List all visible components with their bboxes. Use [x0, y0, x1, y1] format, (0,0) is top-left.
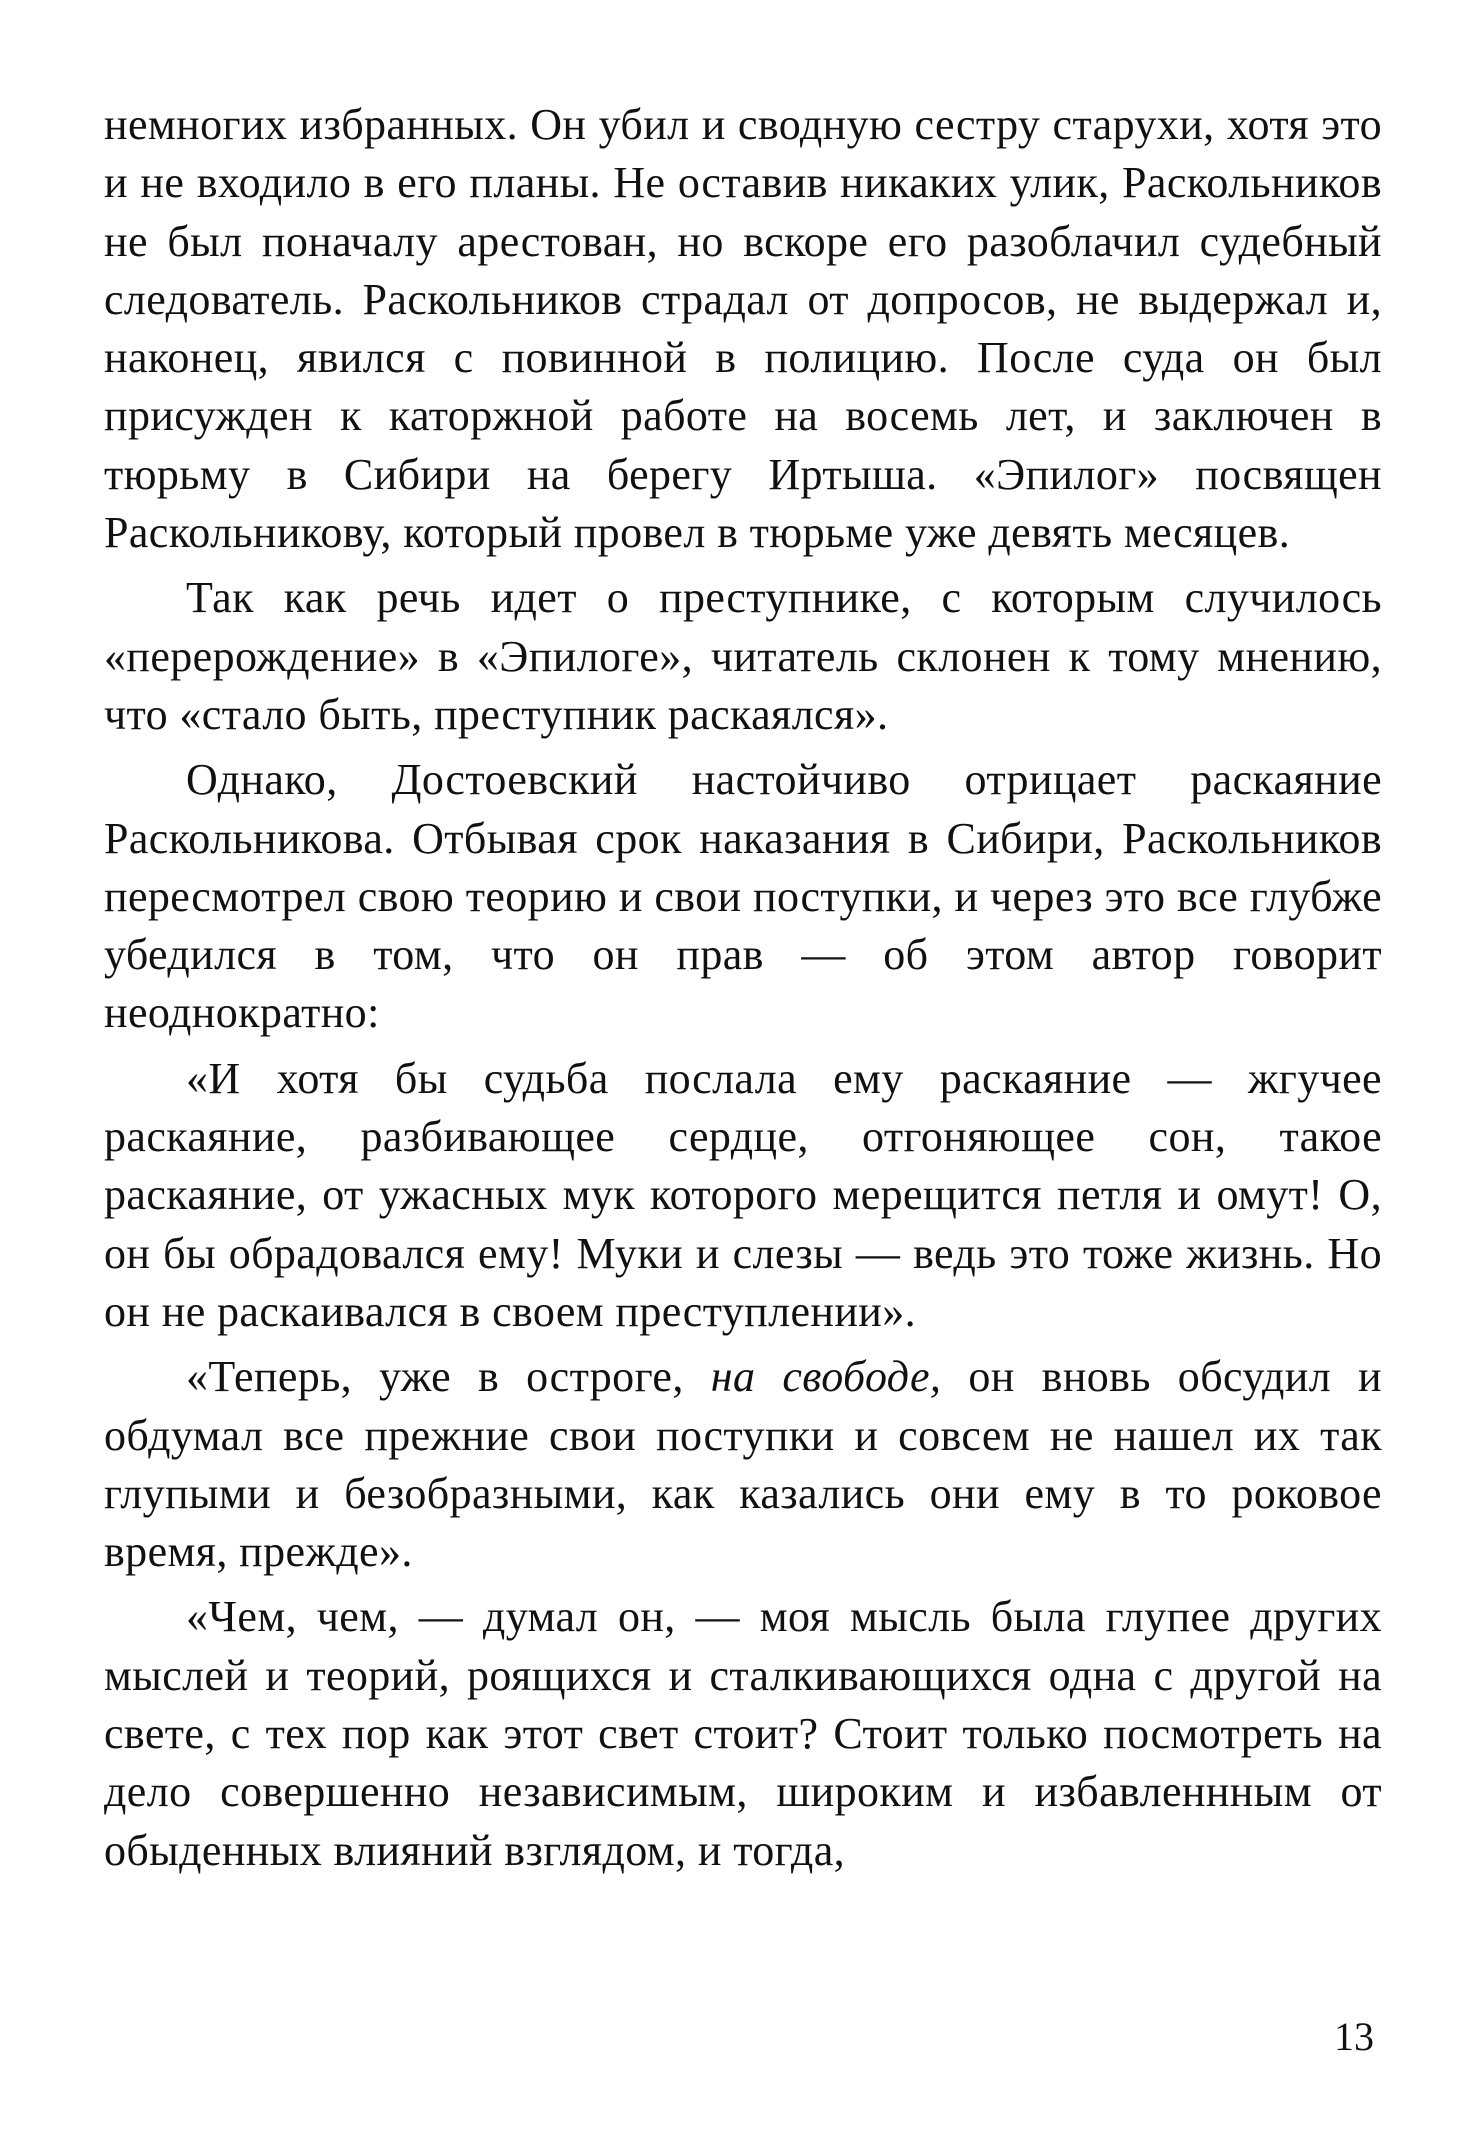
paragraph-1: немногих избранных. Он убил и сводную сестру старухи, хотя это и не входило в его планы. Не оставив никаких улик, Раскольников не был поначалу арестован, но вскоре его разоблачил судебный следователь. Раскольников страдал от допросов, не выдержал и, наконец, явился с повинной в полицию. После суда он был присужден к каторжной работе на восемь лет, и заключен в тюрьму в Сибири на берегу Иртыша. «Эпилог» посвящен Раскольникову, который провел в тюрьме уже девять месяцев.	[104, 100, 1382, 558]
quote-paragraph-2	[104, 1348, 1382, 1581]
paragraph-3: Однако, Достоевский настойчиво отрицает раскаяние Раскольникова. Отбывая срок наказания в Сибири, Раскольников пересмотрел свою теорию и свои поступки, и через это все глубже убедился в том, что он прав — об этом автор говорит неоднократно:	[104, 755, 1382, 1038]
page-number: 13	[1334, 2014, 1374, 2059]
paragraph-2: Так как речь идет о преступнике, с которым случилось «перерождение» в «Эпилоге», читатель склонен к тому мнению, что «стало быть, преступник раскаялся».	[104, 573, 1382, 739]
quote-paragraph-1: «И хотя бы судьба послала ему раскаяние — жгучее раскаяние, разбивающее сердце, отгоняющее сон, такое раскаяние, от ужасных мук которого мерещится петля и омут! О, он бы обрадовался ему! Муки и слезы — ведь это тоже жизнь. Но он не раскаивался в своем преступлении».	[104, 1053, 1382, 1336]
quote-2-before: «Теперь, уже в остроге,	[186, 1352, 711, 1402]
quote-2-after: он вновь обсудил и обдумал все прежние свои поступки и совсем не нашел их так глупыми и безобразными, как казались они ему в то роковое время, прежде».	[104, 1352, 1382, 1577]
book-page-text	[104, 96, 1382, 1887]
quote-2-italic-phrase: на свободе,	[710, 1352, 942, 1402]
quote-paragraph-3: «Чем, чем, — думал он, — моя мысль была глупее других мыслей и теорий, роящихся и сталкивающихся одна с другой на свете, с тех пор как этот свет стоит? Стоит только посмотреть на дело совершенно независимым, широким и избавленнным от обыденных влияний взглядом, и тогда,	[104, 1592, 1382, 1875]
